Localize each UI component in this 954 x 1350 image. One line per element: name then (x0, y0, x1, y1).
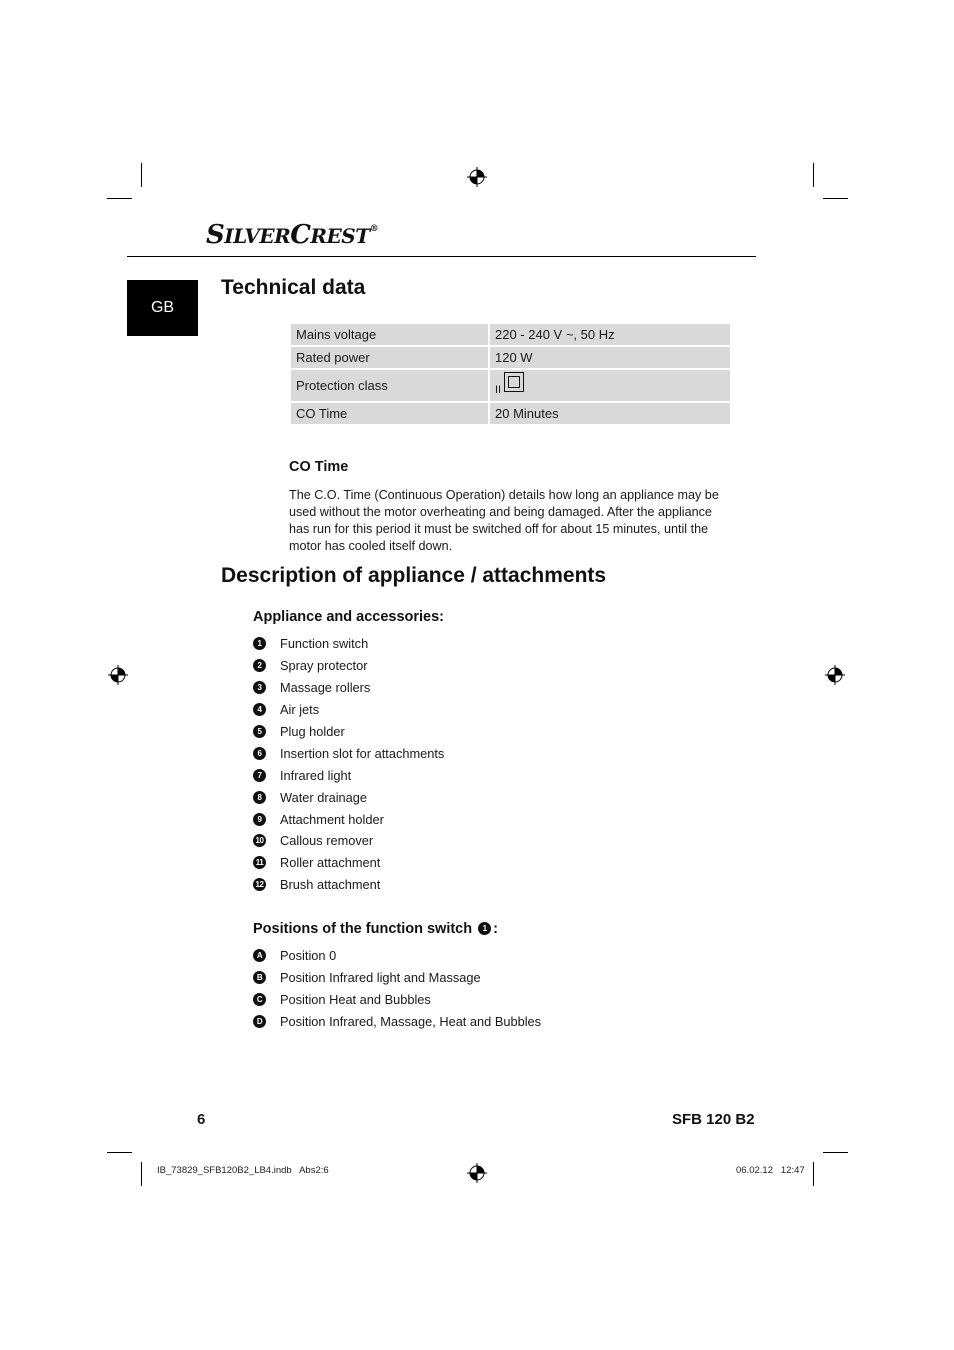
number-marker-icon: 1 (478, 922, 491, 935)
accessories-heading: Appliance and accessories: (253, 609, 444, 625)
letter-marker-icon: B (253, 971, 266, 984)
number-marker-icon: 4 (253, 703, 266, 716)
crop-mark (823, 198, 848, 199)
positions-list (253, 945, 541, 1033)
list-item: 11 Roller attachment (253, 852, 444, 874)
letter-marker-icon: C (253, 993, 266, 1006)
table-cell-value: 120 W (490, 347, 730, 368)
table-row (291, 403, 730, 424)
number-marker-icon: 12 (253, 878, 266, 891)
table-cell-value (490, 370, 730, 401)
double-square-icon (504, 372, 524, 392)
registered-mark: ® (369, 224, 379, 234)
table-row (291, 324, 730, 345)
table-cell-value: 220 - 240 V ~, 50 Hz (490, 324, 730, 345)
list-item: 6 Insertion slot for attachments (253, 742, 444, 764)
technical-data-heading: Technical data (221, 276, 366, 299)
letter-marker-icon: D (253, 1015, 266, 1028)
number-marker-icon: 1 (253, 637, 266, 650)
co-time-heading: CO Time (289, 459, 349, 475)
description-heading: Description of appliance / attachments (221, 564, 607, 587)
number-marker-icon: 9 (253, 813, 266, 826)
list-item: 9 Attachment holder (253, 808, 444, 830)
number-marker-icon: 5 (253, 725, 266, 738)
number-marker-icon: 6 (253, 747, 266, 760)
page-number: 6 (197, 1111, 206, 1128)
list-item: 7 Infrared light (253, 764, 444, 786)
list-item: 5 Plug holder (253, 721, 444, 743)
language-tab: GB (127, 280, 198, 336)
number-marker-icon: 10 (253, 834, 266, 847)
list-item: 1 Function switch (253, 633, 444, 655)
table-row (291, 370, 730, 401)
positions-heading: Positions of the function switch 1 : (253, 921, 498, 937)
technical-data-table (289, 322, 732, 426)
list-item: 8 Water drainage (253, 786, 444, 808)
list-item: 2 Spray protector (253, 655, 444, 677)
crop-mark (107, 198, 132, 199)
registration-mark-icon (467, 1163, 487, 1183)
accessories-list (253, 633, 444, 896)
brand-logo: SILVERCREST® (206, 220, 379, 250)
table-cell-value: 20 Minutes (490, 403, 730, 424)
file-slug: IB_73829_SFB120B2_LB4.indb Abs2:6 (157, 1165, 329, 1176)
crop-mark (823, 1152, 848, 1153)
letter-marker-icon: A (253, 949, 266, 962)
protection-class-value: II (495, 383, 502, 396)
registration-mark-icon (825, 665, 845, 685)
crop-mark (107, 1152, 132, 1153)
number-marker-icon: 2 (253, 659, 266, 672)
table-row (291, 347, 730, 368)
list-item: B Position Infrared light and Massage (253, 967, 541, 989)
table-cell-label: Protection class (291, 370, 488, 401)
header-rule (127, 256, 756, 257)
list-item: 3 Massage rollers (253, 677, 444, 699)
number-marker-icon: 8 (253, 791, 266, 804)
list-item: 10 Callous remover (253, 830, 444, 852)
crop-mark (813, 163, 814, 187)
table-cell-label: Mains voltage (291, 324, 488, 345)
co-time-text: The C.O. Time (Continuous Operation) details how long an appliance may be used without the motor overheating and being damaged. After the appliance has run for this period it must be switched off for about 15 minutes, until the motor has cooled itself down. (289, 488, 719, 553)
table-cell-label: Rated power (291, 347, 488, 368)
number-marker-icon: 11 (253, 856, 266, 869)
number-marker-icon: 7 (253, 769, 266, 782)
crop-mark (813, 1162, 814, 1186)
registration-mark-icon (108, 665, 128, 685)
crop-mark (141, 163, 142, 187)
list-item: C Position Heat and Bubbles (253, 989, 541, 1011)
number-marker-icon: 3 (253, 681, 266, 694)
print-timestamp: 06.02.12 12:47 (736, 1165, 805, 1176)
model-number: SFB 120 B2 (672, 1111, 755, 1128)
registration-mark-icon (467, 167, 487, 187)
list-item: 4 Air jets (253, 699, 444, 721)
list-item: 12 Brush attachment (253, 874, 444, 896)
list-item: D Position Infrared, Massage, Heat and Bubbles (253, 1011, 541, 1033)
list-item: A Position 0 (253, 945, 541, 967)
crop-mark (141, 1162, 142, 1186)
table-cell-label: CO Time (291, 403, 488, 424)
